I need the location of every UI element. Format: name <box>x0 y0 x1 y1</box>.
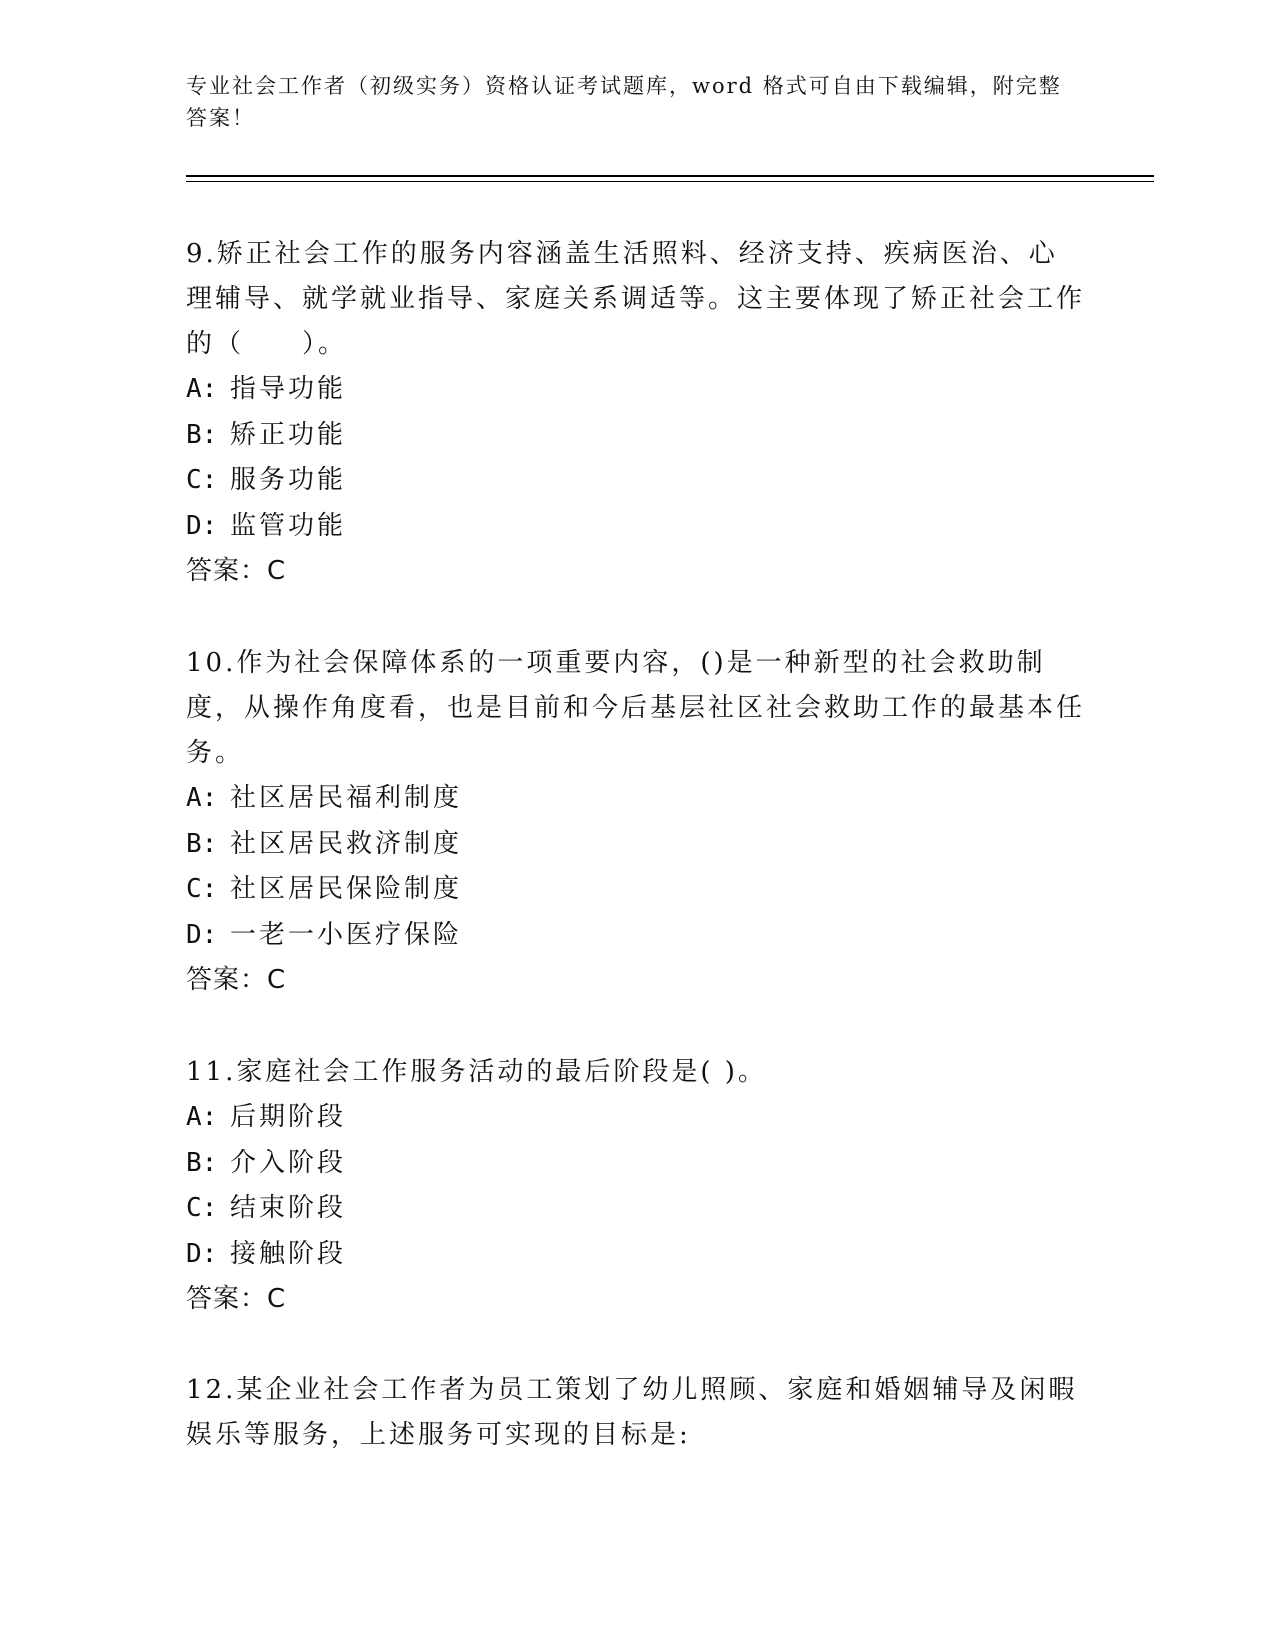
option-letter: B: <box>186 419 218 450</box>
option-text: 监管功能 <box>230 510 347 541</box>
option-letter: D: <box>186 510 218 541</box>
option-text: 矫正功能 <box>230 419 347 450</box>
question-9 <box>186 232 1086 594</box>
option-text: 接触阶段 <box>230 1238 347 1269</box>
option-d <box>186 1232 1086 1278</box>
option-letter: C: <box>186 1193 218 1223</box>
option-c <box>186 867 1086 913</box>
option-text: 结束阶段 <box>230 1193 347 1223</box>
answer-line: 答案：C <box>186 965 287 995</box>
option-letter: A: <box>186 1102 218 1132</box>
option-letter: D: <box>186 1238 218 1269</box>
option-letter: C: <box>186 874 218 904</box>
option-text: 介入阶段 <box>230 1147 347 1178</box>
option-text: 社区居民救济制度 <box>230 828 463 859</box>
question-stem: 12.某企业社会工作者为员工策划了幼儿照顾、家庭和婚姻辅导及闲暇娱乐等服务，上述服务可实现的目标是: <box>186 1375 1078 1450</box>
question-stem: 10.作为社会保障体系的一项重要内容，()是一种新型的社会救助制度，从操作角度看，也是目前和今后基层社区社会救助工作的最基本任务。 <box>186 648 1086 768</box>
option-text: 社区居民保险制度 <box>230 874 463 904</box>
option-text: 社区居民福利制度 <box>230 783 463 813</box>
option-letter: A: <box>186 374 218 404</box>
question-10 <box>186 641 1086 1003</box>
option-letter: D: <box>186 919 218 950</box>
option-letter: B: <box>186 828 218 859</box>
option-letter: C: <box>186 465 218 495</box>
answer-line: 答案：C <box>186 556 287 586</box>
option-text: 一老一小医疗保险 <box>230 919 463 950</box>
option-text: 后期阶段 <box>230 1102 347 1132</box>
option-text: 服务功能 <box>230 465 347 495</box>
option-a <box>186 367 1086 413</box>
option-letter: A: <box>186 783 218 813</box>
option-b <box>186 1141 1086 1187</box>
option-a <box>186 1095 1086 1141</box>
option-d <box>186 913 1086 959</box>
option-c <box>186 458 1086 504</box>
option-b <box>186 413 1086 459</box>
header-rule-thick <box>186 175 1154 177</box>
option-c <box>186 1186 1086 1232</box>
question-stem: 11.家庭社会工作服务活动的最后阶段是( )。 <box>186 1057 767 1087</box>
document-header: 专业社会工作者（初级实务）资格认证考试题库，word 格式可自由下载编辑，附完整答案！ <box>186 74 1062 130</box>
option-a <box>186 776 1086 822</box>
question-stem: 9.矫正社会工作的服务内容涵盖生活照料、经济支持、疾病医治、心理辅导、就学就业指导、家庭关系调适等。这主要体现了矫正社会工作的（ ）。 <box>186 239 1086 359</box>
question-12 <box>186 1368 1086 1458</box>
header-rule-thin <box>186 181 1154 182</box>
option-letter: B: <box>186 1147 218 1178</box>
question-11 <box>186 1050 1086 1322</box>
option-b <box>186 822 1086 868</box>
option-text: 指导功能 <box>230 374 347 404</box>
option-d <box>186 504 1086 550</box>
answer-line: 答案：C <box>186 1284 287 1314</box>
